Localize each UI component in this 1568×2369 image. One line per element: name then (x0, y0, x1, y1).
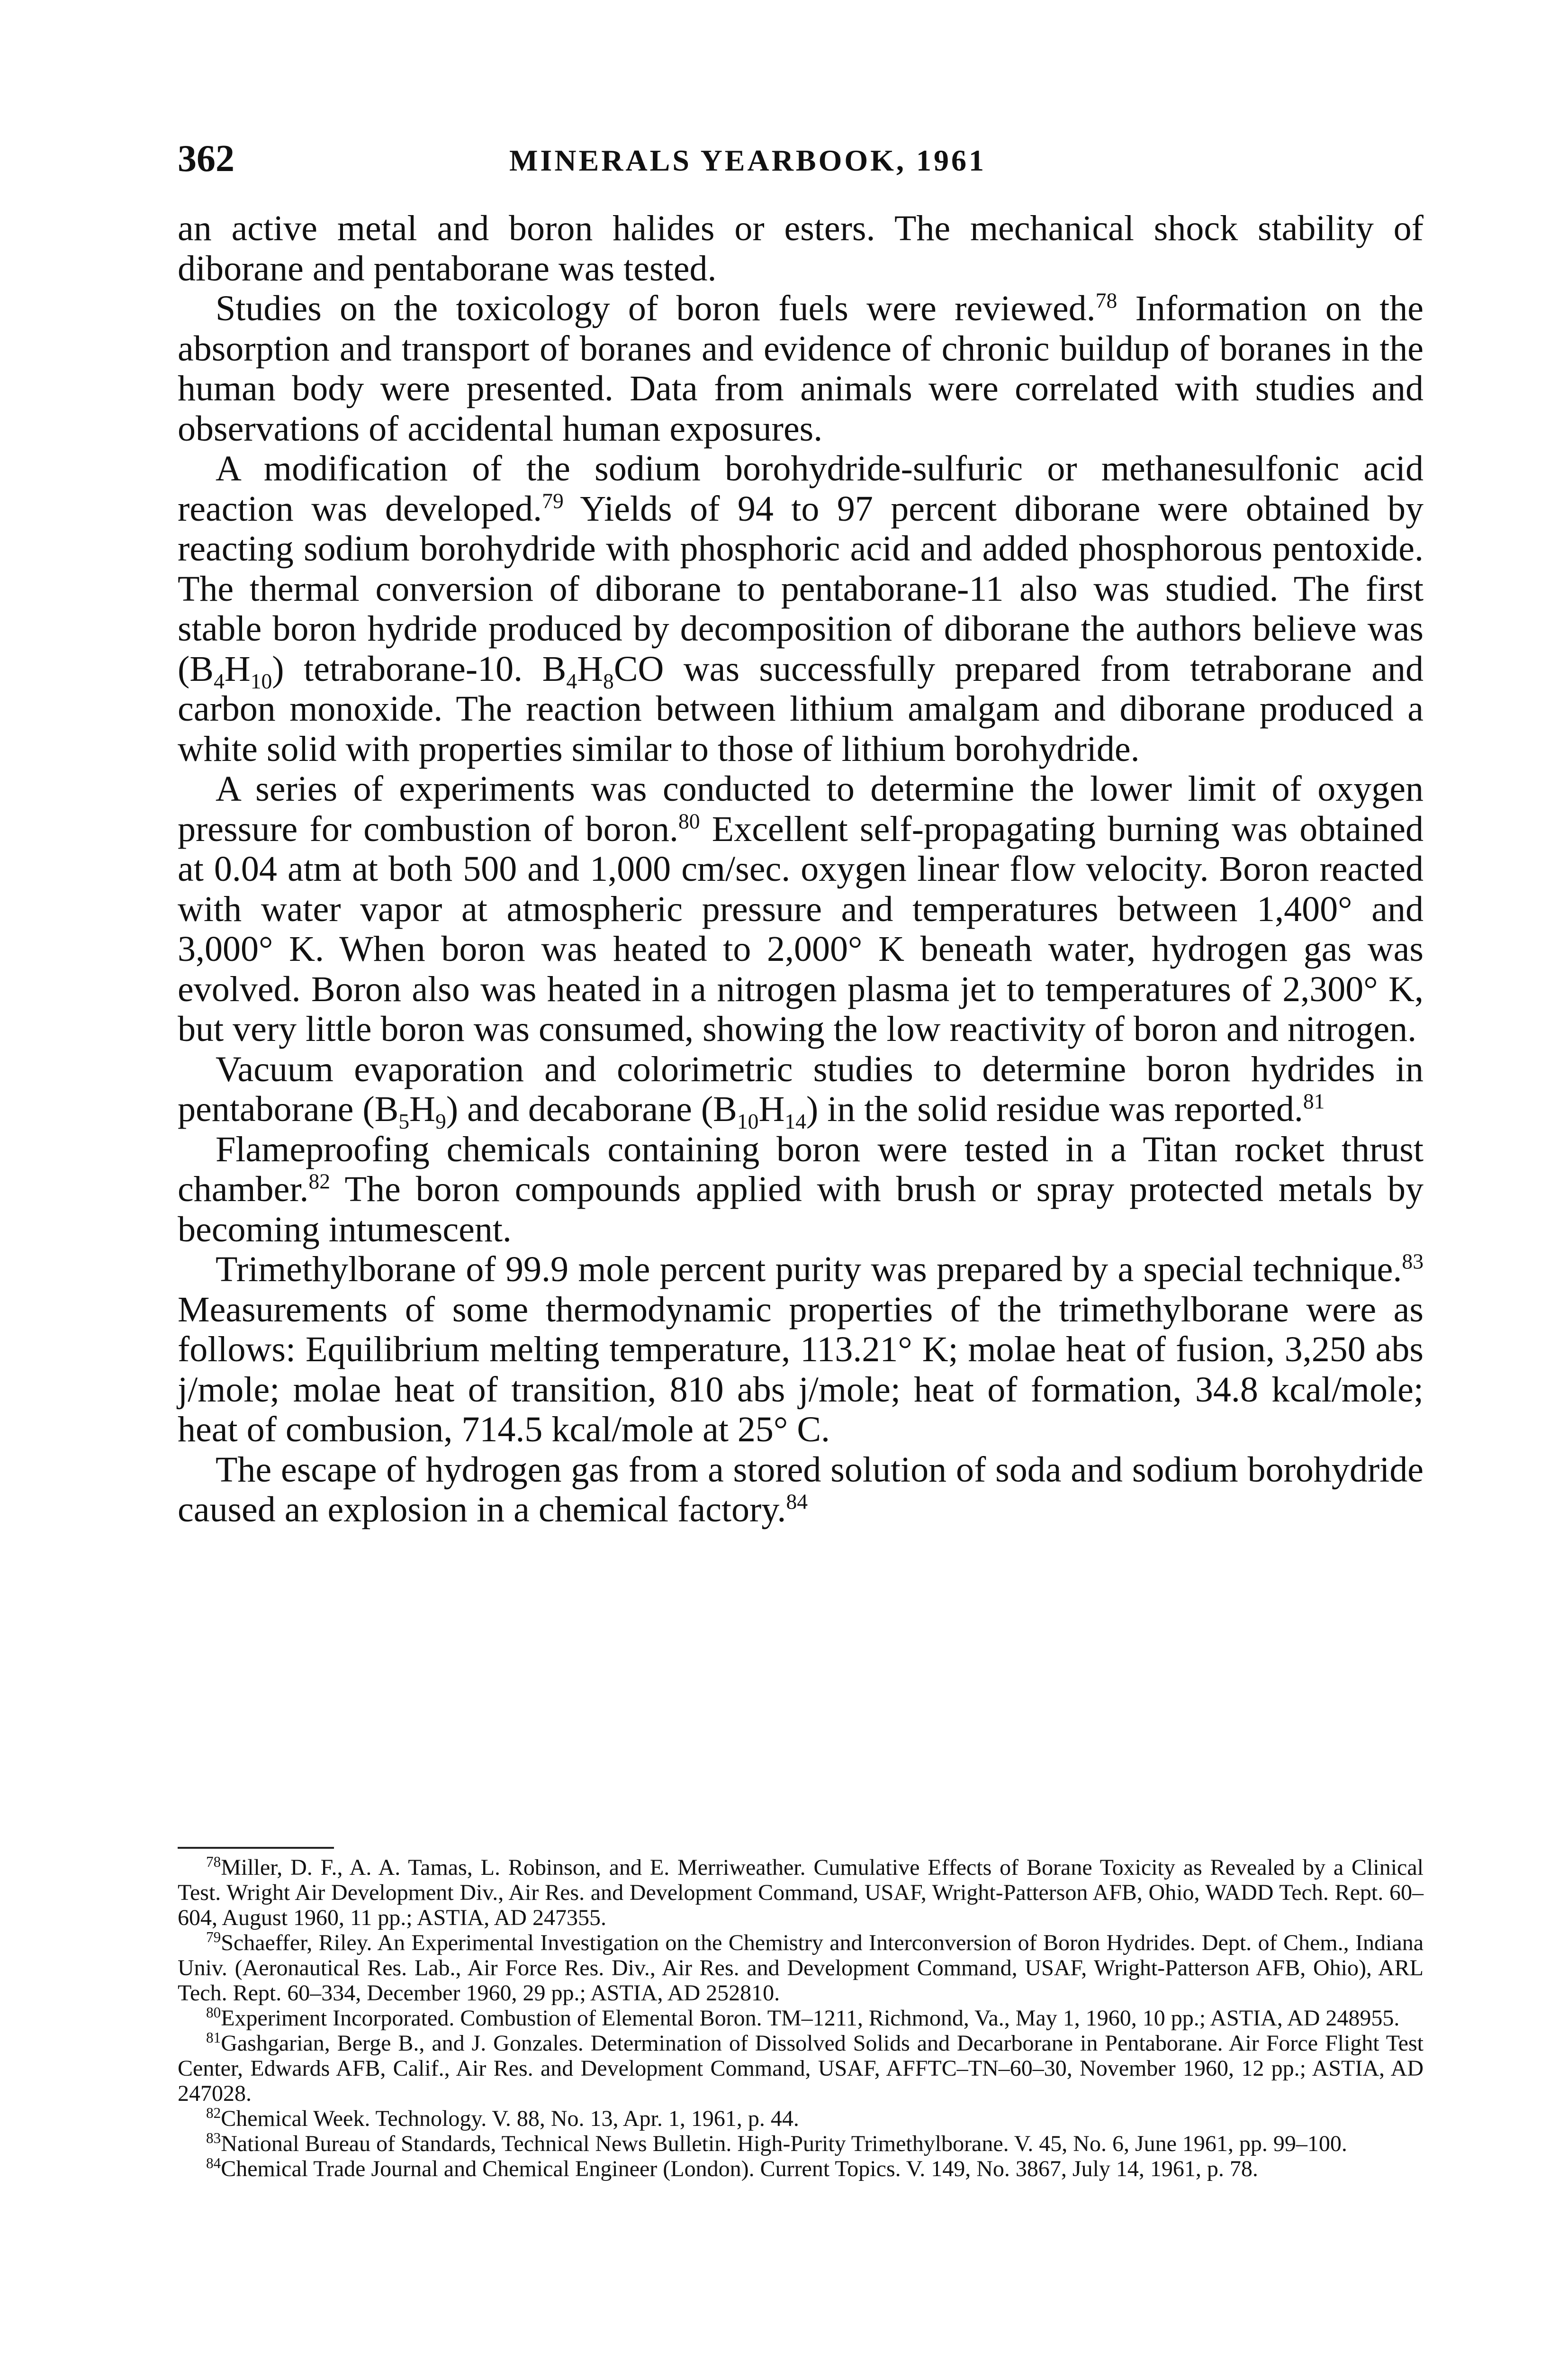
footnote-82 (178, 2106, 1424, 2131)
footnote-80 (178, 2006, 1424, 2031)
paragraph-text: The escape of hydrogen gas from a stored solution of soda and sodium borohydride caused an explosion in a chemical factory. (178, 1449, 1424, 1529)
footnote-ref: 82 (308, 1169, 331, 1194)
footnote-ref: 83 (1402, 1249, 1424, 1274)
paragraph-continuation (178, 208, 1424, 289)
paragraph-text: CO was successfully prepared from tetraborane and carbon monoxide. The reaction between lithium amalgam and diborane produced a white solid with properties similar to those of lithium borohydride. (178, 649, 1424, 769)
paragraph-vacuum-evaporation (178, 1049, 1424, 1134)
paragraph-text: Yields of 94 to 97 percent diborane were obtained by reacting sodium borohydride with phosphoric acid and added phosphorous pentoxide. The thermal conversion of diborane to pentaborane-11 also was studied. The first stable boron hydride produced by decomposition of diborane the authors believe was (B (178, 488, 1424, 689)
chemical-subscript: 4 (566, 669, 577, 693)
footnote-text: Miller, D. F., A. A. Tamas, L. Robinson, and E. Merriweather. Cumulative Effects of Borane Toxicity as Revealed by a Clinical Test. Wright Air Development Div., Air Res. and Development Command, USAF, Wright-Patterson AFB, Ohio, WADD Tech. Rept. 60–604, August 1960, 11 pp.; ASTIA, AD 247355. (178, 1855, 1424, 1930)
footnote-mark: 78 (206, 1854, 221, 1870)
footnote-ref: 84 (786, 1489, 808, 1514)
paragraph-text: Measurements of some thermodynamic properties of the trimethylborane were as follows: Equilibrium melting temperature, 113.21° K; molae heat of fusion, 3,250 abs j/mole; molae heat of transition, 810 abs j/mole; heat of formation, 34.8 kcal/mole; heat of combusion, 714.5 kcal/mole at 25° C. (178, 1289, 1424, 1449)
footnote-ref: 78 (1095, 288, 1117, 313)
footnote-mark: 80 (206, 2004, 221, 2021)
footnote-text: Experiment Incorporated. Combustion of Elemental Boron. TM–1211, Richmond, Va., May 1, 1960, 10 pp.; ASTIA, AD 248955. (221, 2006, 1400, 2031)
chemical-subscript: 5 (398, 1109, 410, 1134)
footnote-divider (178, 1847, 334, 1849)
paragraph-text: H (758, 1089, 785, 1129)
paragraph-text: an active metal and boron halides or esters. The mechanical shock stability of diborane and pentaborane was tested. (178, 208, 1424, 289)
page-header (178, 137, 1424, 190)
paragraph-text: The boron compounds applied with brush or spray protected metals by becoming intumescent. (178, 1169, 1424, 1249)
body-text (178, 208, 1424, 1530)
footnote-ref: 79 (542, 488, 564, 513)
paragraph-text: Information on the absorption and transport of boranes and evidence of chronic buildup of boranes in the human body were presented. Data from animals were correlated with studies and observations of accidental human exposures. (178, 289, 1424, 449)
chemical-subscript: 10 (250, 669, 272, 693)
chemical-subscript: 9 (435, 1109, 446, 1134)
footnote-text: Chemical Trade Journal and Chemical Engineer (London). Current Topics. V. 149, No. 3867, July 14, 1961, p. 78. (221, 2156, 1258, 2181)
footnote-text: Gashgarian, Berge B., and J. Gonzales. Determination of Dissolved Solids and Decarborane in Pentaborane. Air Force Flight Test Center, Edwards AFB, Calif., Air Res. and Development Command, USAF, AFFTC–TN–60–30, November 1960, 12 pp.; ASTIA, AD 247028. (178, 2031, 1424, 2106)
footnote-83 (178, 2131, 1424, 2156)
paragraph-trimethylborane (178, 1249, 1424, 1450)
paragraph-text: ) tetraborane-10. B (272, 649, 567, 689)
footnote-ref: 81 (1303, 1089, 1325, 1113)
paragraph-flameproofing (178, 1130, 1424, 1250)
paragraph-text: Studies on the toxicology of boron fuels were reviewed. (216, 289, 1096, 328)
footnote-81 (178, 2031, 1424, 2106)
footnote-78 (178, 1855, 1424, 1930)
footnote-mark: 81 (206, 2029, 221, 2046)
paragraph-toxicology (178, 289, 1424, 449)
paragraph-text: A modification of the sodium borohydride-sulfuric or methanesulfonic acid reaction was developed. (178, 449, 1424, 529)
chemical-subscript: 14 (784, 1109, 806, 1134)
footnote-text: Schaeffer, Riley. An Experimental Investigation on the Chemistry and Interconversion of Boron Hydrides. Dept. of Chem., Indiana Univ. (Aeronautical Res. Lab., Air Force Res. Div., Air Res. and Development Command, USAF, Wright-Patterson AFB, Ohio), ARL Tech. Rept. 60–334, December 1960, 29 pp.; ASTIA, AD 252810. (178, 1930, 1424, 2006)
footnote-text: Chemical Week. Technology. V. 88, No. 13, Apr. 1, 1961, p. 44. (221, 2106, 799, 2131)
paragraph-combustion (178, 769, 1424, 1049)
footnote-mark: 83 (206, 2130, 221, 2146)
footnote-84 (178, 2156, 1424, 2181)
paragraph-text: H (409, 1089, 436, 1129)
paragraph-explosion (178, 1450, 1424, 1530)
footnotes (178, 1855, 1424, 2181)
page-number: 362 (178, 138, 234, 180)
chemical-subscript: 4 (214, 669, 225, 693)
paragraph-text: ) in the solid residue was reported. (806, 1089, 1303, 1129)
paragraph-text: Vacuum evaporation and colorimetric studies to determine boron hydrides in pentaborane (B (178, 1049, 1424, 1129)
footnote-text: National Bureau of Standards, Technical News Bulletin. High-Purity Trimethylborane. V. 45, No. 6, June 1961, pp. 99–100. (221, 2131, 1347, 2156)
paragraph-text: ) and decaborane (B (446, 1089, 737, 1129)
paragraph-text: A series of experiments was conducted to determine the lower limit of oxygen pressure for combustion of boron. (178, 769, 1424, 849)
chemical-subscript: 8 (603, 669, 614, 693)
paragraph-diborane (178, 449, 1424, 769)
footnote-mark: 82 (206, 2105, 221, 2121)
paragraph-text: H (577, 649, 604, 689)
paragraph-text: Trimethylborane of 99.9 mole percent purity was prepared by a special technique. (216, 1249, 1402, 1289)
chemical-subscript: 10 (737, 1109, 759, 1134)
footnote-ref: 80 (678, 809, 700, 833)
paragraph-text: Excellent self-propagating burning was obtained at 0.04 atm at both 500 and 1,000 cm/sec. oxygen linear flow velocity. Boron reacted with water vapor at atmospheric pressure and temperatures between 1,400° and 3,000° K. When boron was heated to 2,000° K beneath water, hydrogen gas was evolved. Boron also was heated in a nitrogen plasma jet to temperatures of 2,300° K, but very little boron was consumed, showing the low reactivity of boron and nitrogen. (178, 809, 1424, 1049)
footnote-mark: 84 (206, 2155, 221, 2171)
running-head: MINERALS YEARBOOK, 1961 (509, 144, 986, 177)
footnote-79 (178, 1930, 1424, 2006)
footnote-mark: 79 (206, 1929, 221, 1945)
paragraph-text: Flameproofing chemicals containing boron were tested in a Titan rocket thrust chamber. (178, 1129, 1424, 1209)
paragraph-text: H (224, 649, 251, 689)
